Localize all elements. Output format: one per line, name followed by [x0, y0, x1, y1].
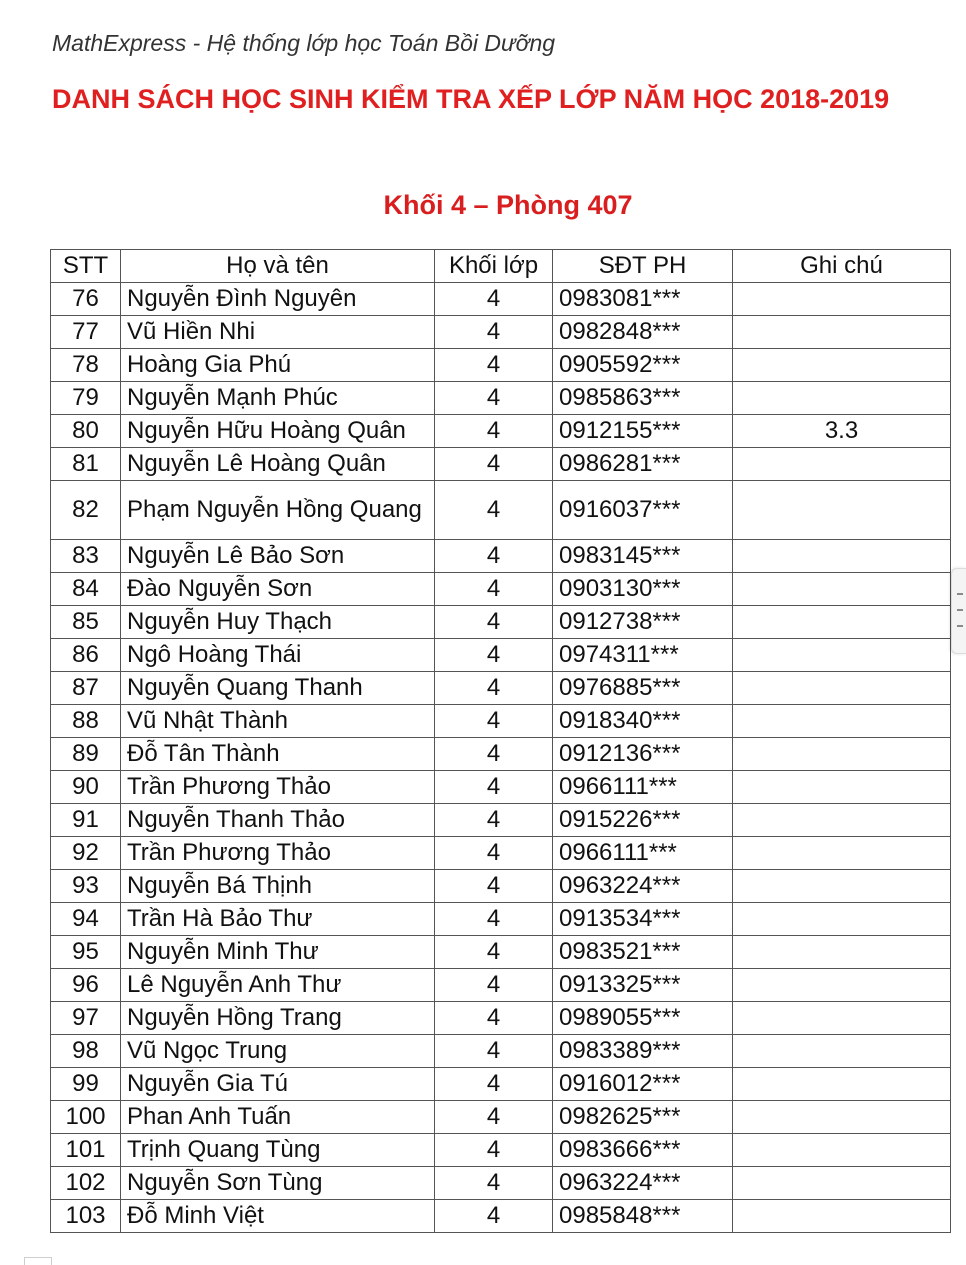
cell-grade: 4: [435, 415, 553, 448]
cell-stt: 81: [51, 448, 121, 481]
cell-stt: 103: [51, 1200, 121, 1233]
cell-stt: 94: [51, 903, 121, 936]
cell-grade: 4: [435, 738, 553, 771]
cell-grade: 4: [435, 1002, 553, 1035]
table-row: [51, 448, 951, 481]
cell-stt: 76: [51, 283, 121, 316]
cell-name: Nguyễn Thanh Thảo: [121, 804, 435, 837]
table-row: [51, 1035, 951, 1068]
table-row: [51, 382, 951, 415]
cell-grade: 4: [435, 639, 553, 672]
cell-grade: 4: [435, 1200, 553, 1233]
column-header-name: Họ và tên: [121, 250, 435, 283]
cell-stt: 88: [51, 705, 121, 738]
cell-stt: 95: [51, 936, 121, 969]
cell-phone: 0986281***: [553, 448, 733, 481]
student-table: [50, 249, 951, 1233]
table-row: [51, 540, 951, 573]
cell-note: [733, 481, 951, 540]
cell-name: Trần Hà Bảo Thư: [121, 903, 435, 936]
cell-stt: 82: [51, 481, 121, 540]
cell-grade: 4: [435, 672, 553, 705]
column-header-stt: STT: [51, 250, 121, 283]
cell-grade: 4: [435, 837, 553, 870]
table-row: [51, 316, 951, 349]
cell-name: Nguyễn Đình Nguyên: [121, 283, 435, 316]
cell-phone: 0983145***: [553, 540, 733, 573]
cell-note: [733, 1134, 951, 1167]
cell-name: Nguyễn Sơn Tùng: [121, 1167, 435, 1200]
cell-grade: 4: [435, 1101, 553, 1134]
cell-phone: 0974311***: [553, 639, 733, 672]
cell-name: Nguyễn Quang Thanh: [121, 672, 435, 705]
cell-phone: 0982625***: [553, 1101, 733, 1134]
cell-note: 3.3: [733, 415, 951, 448]
cell-phone: 0985848***: [553, 1200, 733, 1233]
cell-note: [733, 1101, 951, 1134]
cell-note: [733, 540, 951, 573]
cell-stt: 83: [51, 540, 121, 573]
cell-stt: 78: [51, 349, 121, 382]
cell-stt: 89: [51, 738, 121, 771]
cell-grade: 4: [435, 382, 553, 415]
cell-stt: 91: [51, 804, 121, 837]
cell-name: Trần Phương Thảo: [121, 771, 435, 804]
cell-stt: 84: [51, 573, 121, 606]
cell-phone: 0918340***: [553, 705, 733, 738]
cell-phone: 0913325***: [553, 969, 733, 1002]
cell-stt: 77: [51, 316, 121, 349]
cell-phone: 0985863***: [553, 382, 733, 415]
cell-grade: 4: [435, 870, 553, 903]
table-body: [51, 283, 951, 1233]
cell-grade: 4: [435, 1068, 553, 1101]
cell-name: Nguyễn Huy Thạch: [121, 606, 435, 639]
cell-phone: 0916037***: [553, 481, 733, 540]
cell-stt: 93: [51, 870, 121, 903]
cell-note: [733, 1035, 951, 1068]
cell-phone: 0976885***: [553, 672, 733, 705]
cell-stt: 79: [51, 382, 121, 415]
cell-note: [733, 936, 951, 969]
cell-grade: 4: [435, 606, 553, 639]
cell-grade: 4: [435, 903, 553, 936]
cell-stt: 99: [51, 1068, 121, 1101]
cell-phone: 0903130***: [553, 573, 733, 606]
table-row: [51, 639, 951, 672]
cell-grade: 4: [435, 316, 553, 349]
cell-note: [733, 1167, 951, 1200]
side-scroll-handle[interactable]: [951, 568, 966, 654]
cell-name: Nguyễn Lê Bảo Sơn: [121, 540, 435, 573]
table-row: [51, 1200, 951, 1233]
cell-stt: 96: [51, 969, 121, 1002]
cell-phone: 0963224***: [553, 1167, 733, 1200]
table-row: [51, 837, 951, 870]
cell-grade: 4: [435, 1035, 553, 1068]
cell-name: Vũ Nhật Thành: [121, 705, 435, 738]
table-header-row: [51, 250, 951, 283]
cell-name: Nguyễn Bá Thịnh: [121, 870, 435, 903]
table-row: [51, 606, 951, 639]
cell-name: Nguyễn Hồng Trang: [121, 1002, 435, 1035]
cell-phone: 0983666***: [553, 1134, 733, 1167]
cell-note: [733, 969, 951, 1002]
cell-grade: 4: [435, 573, 553, 606]
cell-stt: 85: [51, 606, 121, 639]
cell-phone: 0905592***: [553, 349, 733, 382]
cell-name: Hoàng Gia Phú: [121, 349, 435, 382]
cell-note: [733, 1002, 951, 1035]
cell-phone: 0983521***: [553, 936, 733, 969]
table-row: [51, 1101, 951, 1134]
cell-note: [733, 837, 951, 870]
cell-name: Vũ Ngọc Trung: [121, 1035, 435, 1068]
cell-grade: 4: [435, 804, 553, 837]
cell-stt: 100: [51, 1101, 121, 1134]
cell-note: [733, 738, 951, 771]
document-subtitle: MathExpress - Hệ thống lớp học Toán Bồi Dưỡng: [52, 30, 556, 56]
cell-phone: 0913534***: [553, 903, 733, 936]
cell-phone: 0912136***: [553, 738, 733, 771]
table-row: [51, 1167, 951, 1200]
table-row: [51, 804, 951, 837]
cell-grade: 4: [435, 771, 553, 804]
cell-name: Nguyễn Gia Tú: [121, 1068, 435, 1101]
cell-note: [733, 705, 951, 738]
table-row: [51, 903, 951, 936]
cell-name: Nguyễn Hữu Hoàng Quân: [121, 415, 435, 448]
cell-note: [733, 573, 951, 606]
table-row: [51, 415, 951, 448]
cell-stt: 102: [51, 1167, 121, 1200]
cell-phone: 0963224***: [553, 870, 733, 903]
cell-phone: 0916012***: [553, 1068, 733, 1101]
table-row: [51, 1134, 951, 1167]
table-row: [51, 771, 951, 804]
cell-phone: 0912155***: [553, 415, 733, 448]
cell-grade: 4: [435, 540, 553, 573]
cell-name: Đào Nguyễn Sơn: [121, 573, 435, 606]
cell-phone: 0989055***: [553, 1002, 733, 1035]
table-row: [51, 573, 951, 606]
table-row: [51, 936, 951, 969]
cell-name: Vũ Hiền Nhi: [121, 316, 435, 349]
cell-note: [733, 1068, 951, 1101]
cell-note: [733, 870, 951, 903]
cell-note: [733, 804, 951, 837]
column-header-note: Ghi chú: [733, 250, 951, 283]
cell-name: Nguyễn Minh Thư: [121, 936, 435, 969]
cell-grade: 4: [435, 448, 553, 481]
cell-phone: 0966111***: [553, 771, 733, 804]
cell-name: Trịnh Quang Tùng: [121, 1134, 435, 1167]
cell-grade: 4: [435, 936, 553, 969]
column-header-grade: Khối lớp: [435, 250, 553, 283]
cell-note: [733, 903, 951, 936]
cell-note: [733, 771, 951, 804]
table-row: [51, 481, 951, 540]
cell-note: [733, 672, 951, 705]
room-heading: Khối 4 – Phòng 407: [383, 190, 633, 220]
cell-phone: 0983389***: [553, 1035, 733, 1068]
cell-name: Phạm Nguyễn Hồng Quang: [121, 481, 435, 540]
column-header-phone: SĐT PH: [553, 250, 733, 283]
cell-phone: 0915226***: [553, 804, 733, 837]
table-row: [51, 1068, 951, 1101]
cell-name: Lê Nguyễn Anh Thư: [121, 969, 435, 1002]
table-row: [51, 705, 951, 738]
cell-stt: 97: [51, 1002, 121, 1035]
cell-stt: 101: [51, 1134, 121, 1167]
cell-stt: 92: [51, 837, 121, 870]
cell-name: Nguyễn Mạnh Phúc: [121, 382, 435, 415]
cell-note: [733, 1200, 951, 1233]
cell-stt: 86: [51, 639, 121, 672]
table-row: [51, 738, 951, 771]
cell-grade: 4: [435, 705, 553, 738]
cell-grade: 4: [435, 349, 553, 382]
cell-stt: 80: [51, 415, 121, 448]
table-row: [51, 283, 951, 316]
cell-grade: 4: [435, 1134, 553, 1167]
cell-grade: 4: [435, 1167, 553, 1200]
cell-name: Ngô Hoàng Thái: [121, 639, 435, 672]
cell-note: [733, 316, 951, 349]
cell-grade: 4: [435, 283, 553, 316]
table-row: [51, 870, 951, 903]
cell-stt: 90: [51, 771, 121, 804]
cell-phone: 0983081***: [553, 283, 733, 316]
cell-note: [733, 283, 951, 316]
cell-stt: 98: [51, 1035, 121, 1068]
cell-note: [733, 639, 951, 672]
table-row: [51, 969, 951, 1002]
cell-grade: 4: [435, 481, 553, 540]
table-row: [51, 1002, 951, 1035]
cell-name: Nguyễn Lê Hoàng Quân: [121, 448, 435, 481]
cell-grade: 4: [435, 969, 553, 1002]
cell-note: [733, 382, 951, 415]
cell-stt: 87: [51, 672, 121, 705]
cell-name: Phan Anh Tuấn: [121, 1101, 435, 1134]
document-title: DANH SÁCH HỌC SINH KIỂM TRA XẾP LỚP NĂM HỌC 2018-2019: [52, 84, 890, 114]
cell-phone: 0982848***: [553, 316, 733, 349]
cell-name: Trần Phương Thảo: [121, 837, 435, 870]
cell-note: [733, 448, 951, 481]
cell-phone: 0912738***: [553, 606, 733, 639]
cell-note: [733, 606, 951, 639]
cell-note: [733, 349, 951, 382]
table-row: [51, 349, 951, 382]
table-row: [51, 672, 951, 705]
cell-name: Đỗ Tân Thành: [121, 738, 435, 771]
cell-name: Đỗ Minh Việt: [121, 1200, 435, 1233]
cell-phone: 0966111***: [553, 837, 733, 870]
